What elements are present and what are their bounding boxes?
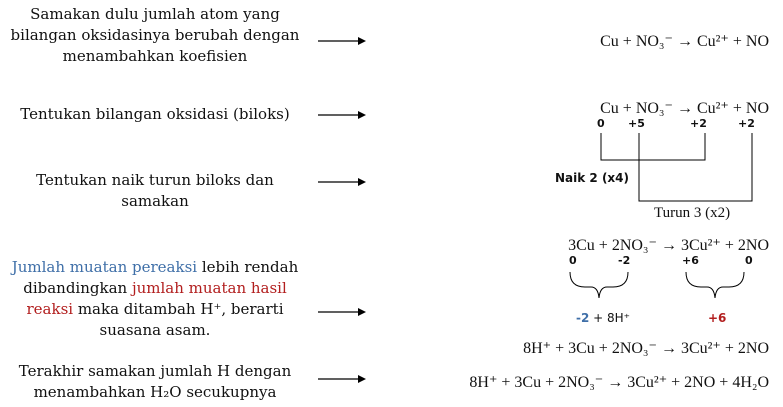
- equation-5: 8H⁺ + 3Cu + 2NO₃⁻ → 3Cu²⁺ + 2NO + 4H₂O: [469, 374, 769, 391]
- step-2-line-1: Tentukan bilangan oksidasi (biloks): [20, 105, 290, 123]
- turun-bracket: [639, 133, 752, 201]
- product-charge-phrase-2: reaksi: [26, 300, 74, 318]
- step-4-text-1: lebih rendah: [197, 258, 299, 276]
- ox-number-no: +2: [738, 117, 755, 130]
- step-5-line-2: menambahkan H₂O secukupnya: [33, 383, 277, 401]
- step-4-line-4: suasana asam.: [99, 321, 211, 339]
- charge-2no3: -2: [618, 254, 631, 267]
- charge-3cu2: +6: [682, 254, 699, 267]
- charge-2no: 0: [745, 254, 753, 267]
- step-3-line-2: samakan: [121, 192, 189, 210]
- ox-number-n: +5: [628, 117, 645, 130]
- step-1-line-3: menambahkan koefisien: [62, 47, 248, 65]
- equation-3: 3Cu + 2NO₃⁻ → 3Cu²⁺ + 2NO: [568, 237, 769, 254]
- left-added-ions: + 8H⁺: [589, 311, 631, 325]
- right-brace: [686, 272, 744, 298]
- equation-4: 8H⁺ + 3Cu + 2NO₃⁻ → 3Cu²⁺ + 2NO: [523, 340, 769, 357]
- reactant-charge-phrase: Jumlah muatan pereaksi: [11, 258, 198, 276]
- ox-number-cu: 0: [597, 117, 605, 130]
- left-brace: [570, 272, 628, 298]
- charge-3cu: 0: [569, 254, 577, 267]
- step-3-line-1: Tentukan naik turun biloks dan: [36, 171, 274, 189]
- naik-label: Naik 2 (x4): [555, 171, 629, 185]
- right-total-charge: +6: [708, 311, 727, 325]
- step-1-line-2: bilangan oksidasinya berubah dengan: [10, 26, 300, 44]
- ox-number-cu2: +2: [690, 117, 707, 130]
- step-4-text-3: maka ditambah H⁺, berarti: [73, 300, 284, 318]
- left-total-charge: [576, 311, 630, 325]
- step-4-text-2: dibandingkan: [23, 279, 132, 297]
- equation-1: Cu + NO₃⁻ → Cu²⁺ + NO: [600, 33, 769, 50]
- left-total-value: -2: [576, 311, 590, 325]
- equation-2: Cu + NO₃⁻ → Cu²⁺ + NO: [600, 100, 769, 117]
- naik-bracket: [601, 133, 705, 160]
- step-5-line-1: Terakhir samakan jumlah H dengan: [18, 362, 292, 380]
- step-1-line-1: Samakan dulu jumlah atom yang: [30, 5, 280, 23]
- product-charge-phrase-1: jumlah muatan hasil: [131, 279, 287, 297]
- turun-label: Turun 3 (x2): [654, 205, 731, 221]
